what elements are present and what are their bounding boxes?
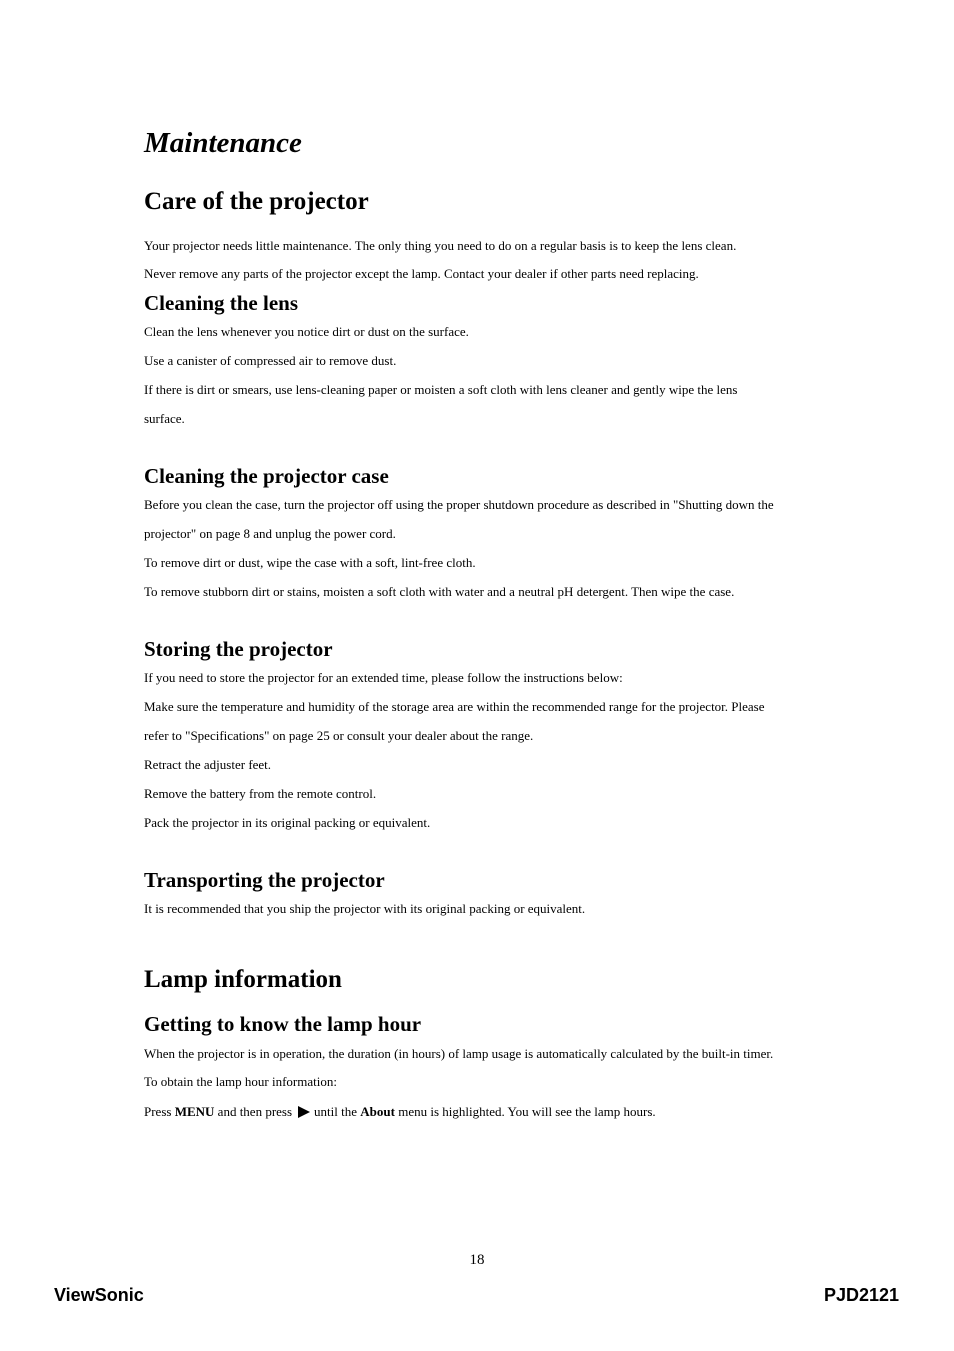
storing-line: Make sure the temperature and humidity of the storage area are within the recommended range for the projector. Please: [144, 699, 765, 714]
storing-line: Remove the battery from the remote control.: [144, 786, 377, 801]
storing-line: Pack the projector in its original packing or equivalent.: [144, 815, 431, 830]
transport-line: It is recommended that you ship the projector with its original packing or equivalent.: [144, 901, 586, 916]
menu-key-label: MENU: [174, 1104, 215, 1119]
press-text: until the: [314, 1104, 361, 1119]
transport-heading: Transporting the projector: [144, 868, 385, 892]
case-line: To remove stubborn dirt or stains, moisten a soft cloth with water and a neutral pH detergent. Then wipe the case.: [144, 584, 735, 599]
storing-heading: Storing the projector: [144, 637, 333, 661]
right-arrow-icon: [298, 1106, 310, 1118]
press-text: and then press: [214, 1104, 293, 1119]
page-title: Maintenance: [144, 127, 302, 159]
case-line: projector" on page 8 and unplug the power cord.: [144, 526, 396, 541]
lamp-line: When the projector is in operation, the duration (in hours) of lamp usage is automatically calculated by the built-in timer.: [144, 1046, 774, 1061]
lamp-line: To obtain the lamp hour information:: [144, 1074, 337, 1089]
care-paragraph-1: Your projector needs little maintenance. The only thing you need to do on a regular basis is to keep the lens clean.: [144, 238, 737, 253]
lens-line: If there is dirt or smears, use lens-cleaning paper or moisten a soft cloth with lens cleaner and gently wipe the lens: [144, 382, 738, 397]
care-paragraph-2: Never remove any parts of the projector except the lamp. Contact your dealer if other parts need replacing.: [144, 266, 699, 281]
case-heading: Cleaning the projector case: [144, 464, 389, 488]
page-number: 18: [469, 1252, 485, 1268]
storing-line: refer to "Specifications" on page 25 or consult your dealer about the range.: [144, 728, 534, 743]
lens-line: Use a canister of compressed air to remove dust.: [144, 353, 397, 368]
case-line: Before you clean the case, turn the projector off using the proper shutdown procedure as described in "Shutting down the: [144, 497, 774, 512]
footer-model: PJD2121: [823, 1285, 899, 1305]
storing-line: Retract the adjuster feet.: [144, 757, 272, 772]
press-text: Press: [144, 1104, 175, 1119]
lamp-hour-heading: Getting to know the lamp hour: [144, 1012, 422, 1036]
lens-line: Clean the lens whenever you notice dirt or dust on the surface.: [144, 324, 469, 339]
lamp-heading: Lamp information: [144, 966, 342, 993]
lens-line: surface.: [144, 411, 185, 426]
storing-line: If you need to store the projector for an extended time, please follow the instructions below:: [144, 670, 623, 685]
lamp-press-instruction: [144, 1104, 656, 1120]
about-menu-label: About: [360, 1104, 395, 1119]
press-text: menu is highlighted. You will see the lamp hours.: [394, 1104, 656, 1119]
footer-brand: ViewSonic: [54, 1285, 144, 1305]
care-heading: Care of the projector: [144, 188, 369, 215]
case-line: To remove dirt or dust, wipe the case with a soft, lint-free cloth.: [144, 555, 476, 570]
lens-heading: Cleaning the lens: [144, 291, 299, 315]
